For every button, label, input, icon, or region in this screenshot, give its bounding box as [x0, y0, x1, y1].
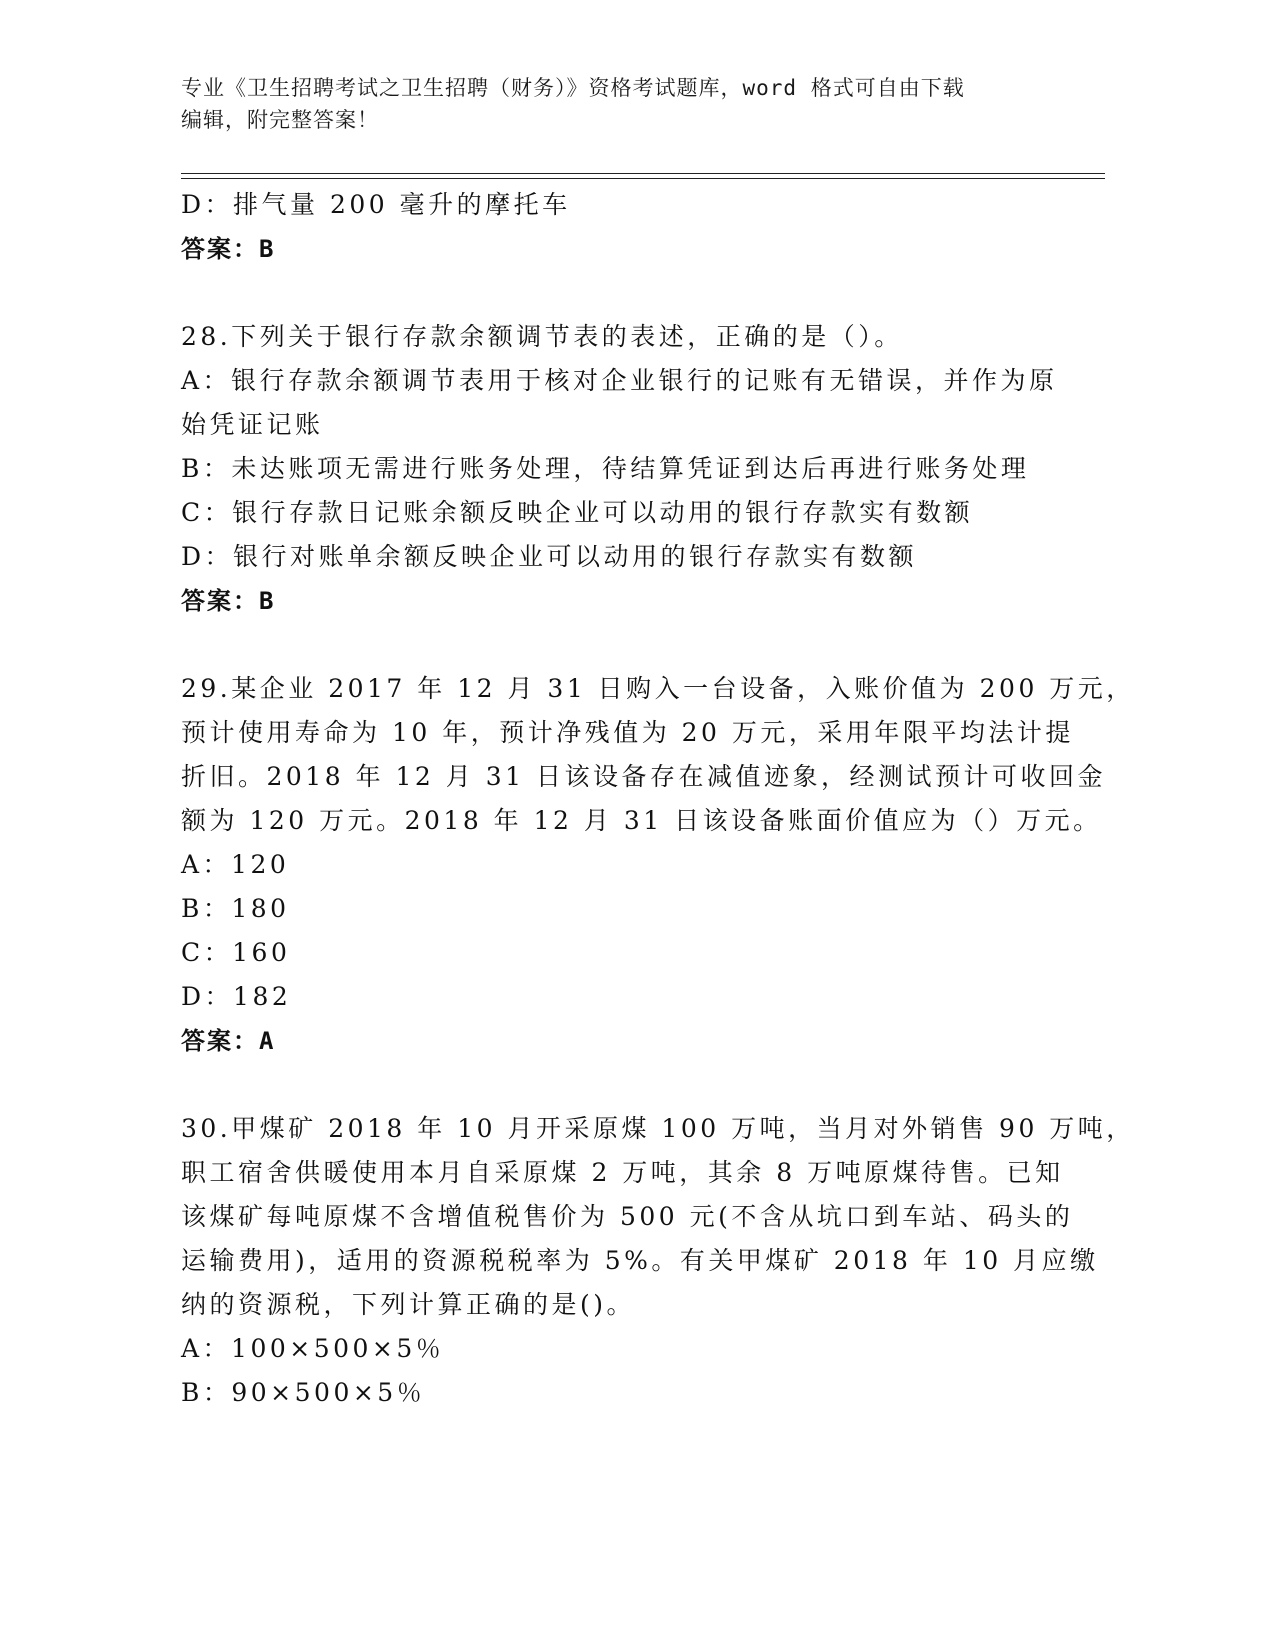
question-27-tail — [181, 183, 1061, 271]
q30-stem-line-4: 运输费用)，适用的资源税税率为 5%。有关甲煤矿 2018 年 10 月应缴 — [181, 1246, 1099, 1275]
q27-option-d: D：排气量 200 毫升的摩托车 — [181, 190, 571, 219]
q29-stem-line-1: 29.某企业 2017 年 12 月 31 日购入一台设备，入账价值为 200 万元， — [181, 674, 1135, 703]
spacer — [181, 271, 1061, 315]
q30-option-b: B：90×500×5％ — [181, 1378, 426, 1407]
q29-stem-line-4: 额为 120 万元。2018 年 12 月 31 日该设备账面价值应为（）万元。 — [181, 806, 1102, 835]
q29-option-d: D：182 — [181, 982, 292, 1011]
header-divider-top — [181, 173, 1105, 174]
q29-option-c: C：160 — [181, 938, 291, 967]
q29-option-a: A：120 — [181, 850, 290, 879]
q28-option-b: B：未达账项无需进行账务处理，待结算凭证到达后再进行账务处理 — [181, 454, 1030, 483]
q29-stem-line-2: 预计使用寿命为 10 年，预计净残值为 20 万元，采用年限平均法计提 — [181, 718, 1074, 747]
q29-option-b: B：180 — [181, 894, 290, 923]
q29-answer: 答案：A — [181, 1027, 276, 1055]
q30-stem-line-3: 该煤矿每吨原煤不含增值税售价为 500 元(不含从坑口到车站、码头的 — [181, 1202, 1074, 1231]
header-line-2: 编辑，附完整答案！ — [181, 108, 379, 132]
q28-stem: 28.下列关于银行存款余额调节表的表述，正确的是（）。 — [181, 322, 903, 351]
document-header — [181, 72, 1061, 136]
question-30 — [181, 1107, 1135, 1415]
spacer — [181, 623, 1061, 667]
question-29 — [181, 667, 1135, 1063]
q30-stem-line-5: 纳的资源税，下列计算正确的是()。 — [181, 1290, 636, 1319]
q30-stem-line-2: 职工宿舍供暖使用本月自采原煤 2 万吨，其余 8 万吨原煤待售。已知 — [181, 1158, 1064, 1187]
q28-option-a-line-2: 始凭证记账 — [181, 410, 324, 439]
q28-answer: 答案：B — [181, 587, 276, 615]
question-content — [181, 183, 1135, 1415]
q30-option-a: A：100×500×5％ — [181, 1334, 445, 1363]
q28-option-d: D：银行对账单余额反映企业可以动用的银行存款实有数额 — [181, 542, 918, 571]
question-28 — [181, 315, 1061, 623]
q28-option-a-line-1: A：银行存款余额调节表用于核对企业银行的记账有无错误，并作为原 — [181, 366, 1058, 395]
q27-answer: 答案：B — [181, 235, 276, 263]
q29-stem-line-3: 折旧。2018 年 12 月 31 日该设备存在减值迹象，经测试预计可收回金 — [181, 762, 1106, 791]
header-line-1: 专业《卫生招聘考试之卫生招聘（财务）》资格考试题库，word 格式可自由下载 — [181, 76, 965, 100]
q28-option-c: C：银行存款日记账余额反映企业可以动用的银行存款实有数额 — [181, 498, 974, 527]
header-divider-bottom — [181, 178, 1105, 179]
q30-stem-line-1: 30.甲煤矿 2018 年 10 月开采原煤 100 万吨，当月对外销售 90 万吨， — [181, 1114, 1135, 1143]
spacer — [181, 1063, 1061, 1107]
